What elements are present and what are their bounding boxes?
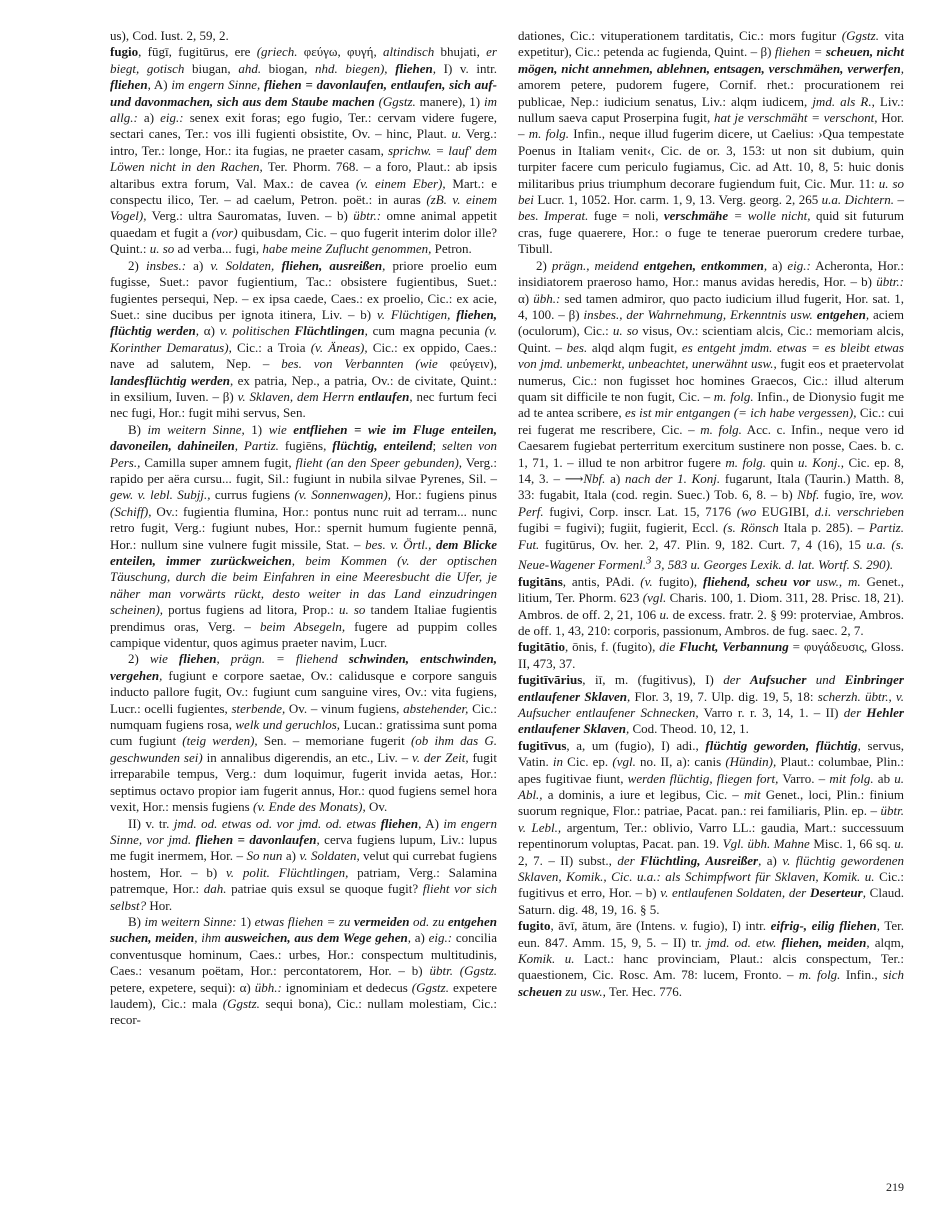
left-paragraph-6: B) im weitern Sinne: 1) etwas fliehen = zu vermeiden od. zu entgehen suchen, meiden, ihm ausweichen, aus dem Wege gehen, a) eig.: concilia conventusque hominum, Caes.: urbes, Hor.: conspectum multitudinis, Caes.: vesanum poëtam, Hor.: percontatorem, Hor. – b) übtr. (Ggstz. petere, expetere, sequi): α) übh.: ignominiam et dedecus (Ggstz. expetere laudem), Cic.: mala (Ggstz. sequi bona), Cic.: nullam molestiam, Cic.: recor- xyxy=(110,913,498,1028)
right-paragraph-6: fugito, āvī, ātum, āre (Intens. v. fugio), I) intr. eifrig-, eilig fliehen, Ter. eun. 847. Amm. 15, 9, 5. – II) tr. jmd. od. etw. fliehen, meiden, alqm, Komik. u. Lact.: hanc provinciam, Plaut.: alcis conspectum, Ter.: quaestionem, Cic. Rosc. Am. 78: lucem, Fronto. – m. folg. Infin., sich scheuen zu usw., Ter. Hec. 776. xyxy=(518,918,905,999)
right-paragraph-3: fugitātio, ōnis, f. (fugito), die Flucht, Verbannung = φυγάδευσις, Gloss. II, 473, 37. xyxy=(518,639,904,671)
left-paragraph-5: II) v. tr. jmd. od. etwas od. vor jmd. od. etwas fliehen, A) im engern Sinne, vor jmd. fliehen = davonlaufen, cerva fugiens lupum, Liv.: lupus me fugit inermem, Hor. – So nun a) v. Soldaten, velut qui currebat fugiens hostem, Hor. – b) v. polit. Flüchtlingen, patriam, Verg.: Salamina patremque, Hor.: dah. patriae quis exsul se quoque fugit? flieht vor sich selbst? Hor. xyxy=(110,815,498,913)
right-paragraph-5: fugitīvus, a, um (fugio), I) adi., flüchtig geworden, flüchtig, servus, Vatin. in Cic. ep. (vgl. no. II, a): canis (Hündin), Plaut.: columbae, Plin.: apes fugitivae fiunt, werden flüchtig, fliegen fort, Varro. – mit folg. ab u. Abl., a dominis, a iure et legibus, Cic. – mit Genet., loci, Plin.: finium suorum regnique, Flor.: patriae, Pacat. pan.: rei familiaris, Plin. ep. – übtr. v. Lebl., argentum, Ter.: oblivio, Varro LL.: gaudia, Mart.: successuum repentinorum voluptas, Pacat. pan. 19. Vgl. übh. Mahne Misc. 1, 66 sq. u. 2, 7. – II) subst., der Flüchtling, Ausreißer, a) v. flüchtig gewordenen Sklaven, Komik., Cic. u.a.: als Schimpfwort für Sklaven, Komik. u. Cic.: fugitivus et erro, Hor. – b) v. entlaufenen Soldaten, der Deserteur, Claud. Saturn. dig. 48, 19, 16. § 5. xyxy=(518,737,905,917)
left-paragraph-4: 2) wie fliehen, prägn. = fliehend schwinden, entschwinden, vergehen, fugiunt e corpore saetae, Ov.: calidusque e corpore sanguis inducto pallore fugit, Ov.: fugiunt cum sanguine vires, Ov.: vita fugiens, Lucr.: ocelli fugientes, sterbende, Ov. – vinum fugiens, abstehender, Cic.: numquam fugiens rosa, welk und geruchlos, Lucan.: gratissima sunt poma cum fugiunt (teig werden), Sen. – memoriane fugerit (ob ihm das G. geschwunden sei) in annalibus digerendis, an etc., Liv. – v. der Zeit, fugit irreparabile tempus, Verg.: dum loquimur, fugerit invida aetas, Hor.: septimus octavo propior iam fugerit annus, Hor.: quod fugiens semel hora vexit, Hor.: mensis fugiens (v. Ende des Monats), Ov. xyxy=(110,651,498,815)
right-paragraph-4: fugitīvārius, iī, m. (fugitivus), I) der Aufsucher und Einbringer entlaufener Sklaven, Flor. 3, 19, 7. Ulp. dig. 19, 5, 18: scherzh. übtr., v. Aufsucher entlaufener Schnecken, Varro r. r. 3, 14, 1. – II) der Hehler entlaufener Sklaven, Cod. Theod. 10, 12, 1. xyxy=(518,672,904,737)
right-paragraph-0: dationes, Cic.: vituperationem tarditatis, Cic.: mors fugitur (Ggstz. vita expetitur), Cic.: petenda ac fugienda, Quint. – β) fliehen = scheuen, nicht mögen, nicht annehmen, ablehnen, entsagen, verschmähen, verwerfen, amorem petere, pudorem fugere, Cornif. rhet.: procurationem rei publicae, Nep.: iudicium senatus, Liv.: alqm iudicem, jmd. als R., Liv.: nullum saeva caput Proserpina fugit, hat je verschmäht = verschont, Hor. – m. folg. Infin., neque illud fugerim dicere, ut Caelius: ›Qua tempestate Poenus in Italiam venit‹, Cic. de or. 3, 153: ut non sit dubium, quin turpiter facere cum periculo fugiamus, Cic. ad Att. 10, 8, 5: huic donis militaribus prius triumphum decorare fugiendum fuit, Cic. Mur. 11: u. so bei Lucr. 1, 1052. Hor. carm. 1, 9, 13. Verg. georg. 2, 265 u.a. Dichtern. – bes. Imperat. fuge = noli, verschmähe = wolle nicht, quid sit futurum cras, fuge quaerere, Hor.: o fuge te tenerae puerorum credere turbae, Tibull. xyxy=(518,28,905,257)
left-column xyxy=(110,28,497,1029)
right-column xyxy=(518,28,904,1000)
page-number: 219 xyxy=(886,1180,904,1194)
right-paragraph-2: fugitāns, antis, PAdi. (v. fugito), fliehend, scheu vor usw., m. Genet., litium, Ter. Phorm. 623 (vgl. Charis. 100, 1. Diom. 311, 28. Prisc. 18, 21). Ambros. de off. 2, 21, 106 u. de excess. fratr. 2. § 99: proterviae, Ambros. de off. 1, 43, 210: corporis, passionum, Ambros. de fug. saec. 2, 7. xyxy=(518,573,905,638)
left-paragraph-2: 2) insbes.: a) v. Soldaten, fliehen, ausreißen, priore proelio eum fugisse, Suet.: pavor fugientium, Tac.: obsistere fugientibus, Suet.: fugientes persequi, Nep. – ex ipsa caede, Caes.: ex proelio, Cic.: ex acie, Suet.: sine ducibus per ignota itinera, Liv. – b) v. Flüchtigen, fliehen, flüchtig werden, α) v. politischen Flüchtlingen, cum magna pecunia (v. Korinther Demaratus), Cic.: a Troia (v. Äneas), Cic.: ex oppido, Caes.: nave ad salutem, Nep. – bes. von Verbannten (wie φεύγειν), landesflüchtig werden, ex patria, Nep., a patria, Ov.: de civitate, Quint.: in exsilium, Iuven. – β) v. Sklaven, dem Herrn entlaufen, nec furtum feci nec fugi, Hor.: fugit mihi servus, Sen. xyxy=(110,257,498,421)
left-paragraph-1: fugio, fūgī, fugitūrus, ere (griech. φεύγω, φυγή, altindisch bhujati, er biegt, gotisch biugan, ahd. biogan, nhd. biegen), fliehen, I) v. intr. fliehen, A) im engern Sinne, fliehen = davonlaufen, entlaufen, sich auf- und davonmachen, sich aus dem Staube machen (Ggstz. manere), 1) im allg.: a) eig.: senex exit foras; ego fugio, Ter.: cervam videre fugere, sectari canes, Ter.: vos illi fugienti obsistite, Ov. – hinc, Plaut. u. Verg.: intro, Ter.: longe, Hor.: ita fugias, ne praeter casam, sprichw. = lauf' dem Löwen nicht in den Rachen, Ter. Phorm. 768. – a foro, Plaut.: ab ipsis altaribus extra forum, Val. Max.: de cavea (v. einem Eber), Mart.: e conspectu ilico, Ter. – ad caelum, Petron. poët.: in auras (zB. v. einem Vogel), Verg.: ultra Sauromatas, Iuven. – b) übtr.: omne animal appetit quaedam et fugit a (vor) quibusdam, Cic. – quo fugerit interim dolor ille? Quint.: u. so ad verba... fugi, habe meine Zuflucht genommen, Petron. xyxy=(110,44,498,257)
left-paragraph-0: us), Cod. Iust. 2, 59, 2. xyxy=(110,28,229,43)
right-paragraph-1: 2) prägn., meidend entgehen, entkommen, a) eig.: Acheronta, Hor.: insidiatorem praeroso hamo, Hor.: manus avidas heredis, Hor. – b) übtr.: α) übh.: sed tamen admiror, quo pacto iudicium illud fugerit, Hor. sat. 1, 4, 100. – β) insbes., der Wahrnehmung, Erkenntnis usw. entgehen, aciem (oculorum), Cic.: u. so visus, Ov.: scientiam alcis, Cic.: memoriam alcis, Quint. – bes. alqd alqm fugit, es entgeht jmdm. etwas = es bleibt etwas von jmd. unbemerkt, unbeachtet, unerwähnt usw., fugit eos et praetervolat numerus, Cic.: non fugisset hoc homines Graecos, Cic.: illud alterum quam sit difficile te non fugit, Cic. – m. folg. Infin., de Dionysio fugit me ad te antea scribere, es ist mir entgangen (= ich habe vergessen), Cic.: cui rei fugerat me rescribere, Cic. – m. folg. Acc. c. Infin., neque vero id Caesarem fugiebat perterritum exercitum sustinere non posse, Caes. b. c. 1, 71, 1. – illud te non arbitror fugere m. folg. quin u. Konj., Cic. ep. 8, 14, 3. – ⟶Nbf. a) nach der 1. Konj. fugarunt, Itala (Taurin.) Matth. 8, 33: fugabit, Itala (cod. regin. Suec.) Tob. 6, 8. – b) Nbf. fugio, īre, wov. Perf. fugivi, Corp. inscr. Lat. 15, 7176 (wo EUGIBI, d.i. verschrieben fugibi = fugivi); fugiit, fugierit, Eccl. (s. Rönsch Itala p. 285). – Partiz. Fut. fugitūrus, Ov. her. 2, 47. Plin. 9, 182. Curt. 7, 4 (16), 15 u.a. (s. Neue-Wagener Formenl.$^3$ 3, 583 u. Georges Lexik. d. lat. Wortf. S. 290). xyxy=(518,257,905,573)
left-paragraph-3: B) im weitern Sinne, 1) wie entfliehen = wie im Fluge enteilen, davoneilen, dahineilen, Partiz. fugiēns, flüchtig, enteilend; selten von Pers., Camilla super amnem fugit, flieht (an den Speer gebunden), Verg.: rapido per aëra cursu... fugit, Sil.: fugiunt in nubila silvae Pyrenes, Sil. – gew. v. lebl. Subjj., currus fugiens (v. Sonnenwagen), Hor.: fugiens pinus (Schiff), Ov.: fugientia flumina, Hor.: pontus nunc ruit ad terram... nunc retro fugit, Verg.: fugiunt nubes, Hor.: spernit humum fugiente pennā, Hor.: nullum sine vulnere fugit missile, Stat. – bes. v. Örtl., dem Blicke enteilen, immer zurückweichen, beim Kommen (v. der optischen Täuschung, durch die beim Einfahren in eine Meeresbucht die Ufer, je näher man vorwärts rückt, desto weiter in das Land einzudringen scheinen), portus fugiens ad litora, Prop.: u. so tandem Italiae fugientis prendimus oras, Verg. – beim Absegeln, fugere ad puppim colles campique videntur, quos agimus praeter navim, Lucr. xyxy=(110,421,498,651)
